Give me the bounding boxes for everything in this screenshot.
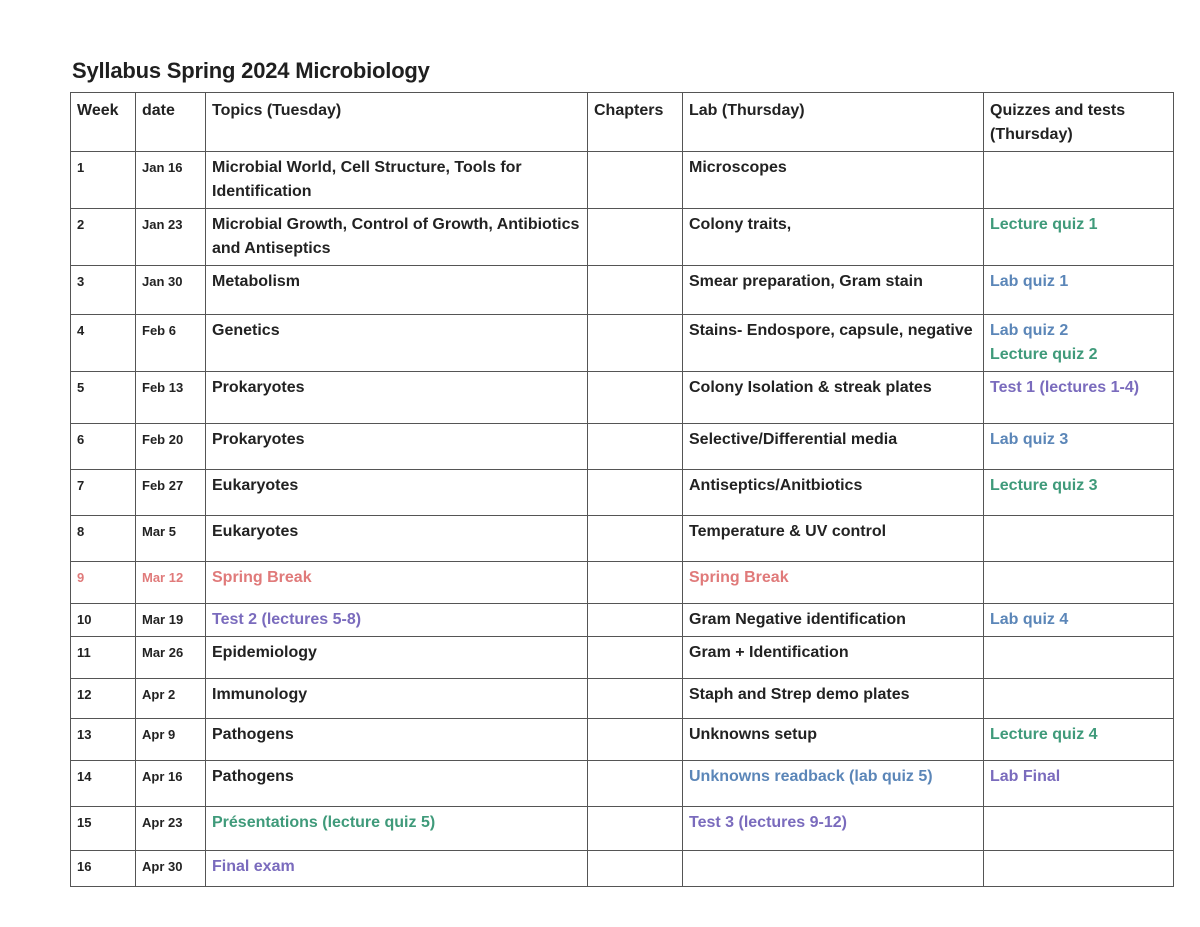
chapters-cell xyxy=(588,562,683,604)
chapters-cell xyxy=(588,152,683,209)
week-cell: 11 xyxy=(71,637,136,679)
table-row xyxy=(71,851,1174,887)
table-row xyxy=(71,637,1174,679)
lab-cell: Gram + Identification xyxy=(683,637,984,679)
quiz-text: Lecture quiz 4 xyxy=(990,726,1098,743)
date-cell: Mar 26 xyxy=(136,637,206,679)
topic-cell: Prokaryotes xyxy=(206,372,588,424)
lab-cell: Smear preparation, Gram stain xyxy=(683,266,984,315)
quiz-text: Lab quiz 3 xyxy=(990,431,1069,448)
quiz-cell xyxy=(984,562,1174,604)
quiz-text: Lab quiz 1 xyxy=(990,273,1069,290)
date-cell: Feb 13 xyxy=(136,372,206,424)
lab-cell: Spring Break xyxy=(683,562,984,604)
quiz-cell xyxy=(984,719,1174,761)
lab-cell: Selective/Differential media xyxy=(683,424,984,470)
chapters-cell xyxy=(588,761,683,807)
chapters-cell xyxy=(588,719,683,761)
quiz-text: Lab quiz 4 xyxy=(990,611,1069,628)
topic-cell: Pathogens xyxy=(206,761,588,807)
lab-cell xyxy=(683,851,984,887)
lab-cell: Microscopes xyxy=(683,152,984,209)
week-cell: 6 xyxy=(71,424,136,470)
lab-cell: Unknowns readback (lab quiz 5) xyxy=(683,761,984,807)
syllabus-table xyxy=(70,92,1174,887)
table-row xyxy=(71,470,1174,516)
lab-cell: Gram Negative identification xyxy=(683,604,984,637)
quiz-text: Lecture quiz 3 xyxy=(990,477,1098,494)
quiz-text: Lecture quiz 1 xyxy=(990,216,1098,233)
week-cell: 15 xyxy=(71,807,136,851)
date-cell: Feb 6 xyxy=(136,315,206,372)
chapters-cell xyxy=(588,470,683,516)
quiz-cell xyxy=(984,372,1174,424)
chapters-cell xyxy=(588,807,683,851)
date-cell: Mar 5 xyxy=(136,516,206,562)
table-row xyxy=(71,424,1174,470)
chapters-cell xyxy=(588,679,683,719)
page-title: Syllabus Spring 2024 Microbiology xyxy=(72,58,430,83)
quiz-text-secondary: Lecture quiz 2 xyxy=(990,346,1098,363)
date-cell: Mar 19 xyxy=(136,604,206,637)
table-row xyxy=(71,516,1174,562)
table-row xyxy=(71,152,1174,209)
week-cell: 3 xyxy=(71,266,136,315)
header-lab: Lab (Thursday) xyxy=(683,93,984,152)
topic-cell: Microbial World, Cell Structure, Tools for Identification xyxy=(206,152,588,209)
date-cell: Jan 23 xyxy=(136,209,206,266)
chapters-cell xyxy=(588,604,683,637)
table-row xyxy=(71,209,1174,266)
table-row xyxy=(71,679,1174,719)
date-cell: Apr 30 xyxy=(136,851,206,887)
week-cell: 7 xyxy=(71,470,136,516)
quiz-cell xyxy=(984,470,1174,516)
lab-cell: Test 3 (lectures 9-12) xyxy=(683,807,984,851)
table-row xyxy=(71,315,1174,372)
quiz-cell xyxy=(984,679,1174,719)
chapters-cell xyxy=(588,424,683,470)
quiz-cell xyxy=(984,516,1174,562)
header-chapters: Chapters xyxy=(588,93,683,152)
week-cell: 16 xyxy=(71,851,136,887)
table-row xyxy=(71,807,1174,851)
lab-cell: Staph and Strep demo plates xyxy=(683,679,984,719)
topic-cell: Spring Break xyxy=(206,562,588,604)
topic-cell: Epidemiology xyxy=(206,637,588,679)
date-cell: Feb 27 xyxy=(136,470,206,516)
topic-cell: Eukaryotes xyxy=(206,516,588,562)
lab-cell: Colony Isolation & streak plates xyxy=(683,372,984,424)
week-cell: 8 xyxy=(71,516,136,562)
syllabus-body xyxy=(71,152,1174,887)
date-cell: Apr 9 xyxy=(136,719,206,761)
topic-cell: Test 2 (lectures 5-8) xyxy=(206,604,588,637)
topic-cell: Eukaryotes xyxy=(206,470,588,516)
quiz-cell xyxy=(984,851,1174,887)
topic-cell: Pathogens xyxy=(206,719,588,761)
quiz-cell xyxy=(984,761,1174,807)
lab-cell: Stains- Endospore, capsule, negative xyxy=(683,315,984,372)
week-cell: 5 xyxy=(71,372,136,424)
header-row xyxy=(71,93,1174,152)
table-row xyxy=(71,266,1174,315)
lab-cell: Antiseptics/Anitbiotics xyxy=(683,470,984,516)
chapters-cell xyxy=(588,851,683,887)
quiz-text: Lab Final xyxy=(990,768,1061,785)
quiz-cell xyxy=(984,807,1174,851)
quiz-text: Lab quiz 2 xyxy=(990,322,1069,339)
topic-cell: Metabolism xyxy=(206,266,588,315)
date-cell: Jan 16 xyxy=(136,152,206,209)
quiz-cell xyxy=(984,152,1174,209)
week-cell: 4 xyxy=(71,315,136,372)
table-row xyxy=(71,372,1174,424)
week-cell: 13 xyxy=(71,719,136,761)
topic-cell: Immunology xyxy=(206,679,588,719)
table-row xyxy=(71,562,1174,604)
date-cell: Apr 16 xyxy=(136,761,206,807)
chapters-cell xyxy=(588,315,683,372)
quiz-cell xyxy=(984,209,1174,266)
chapters-cell xyxy=(588,266,683,315)
quiz-cell xyxy=(984,315,1174,372)
chapters-cell xyxy=(588,372,683,424)
week-cell: 12 xyxy=(71,679,136,719)
date-cell: Mar 12 xyxy=(136,562,206,604)
header-week: Week xyxy=(71,93,136,152)
header-topics: Topics (Tuesday) xyxy=(206,93,588,152)
topic-cell: Final exam xyxy=(206,851,588,887)
week-cell: 10 xyxy=(71,604,136,637)
table-row xyxy=(71,719,1174,761)
topic-cell: Présentations (lecture quiz 5) xyxy=(206,807,588,851)
week-cell: 14 xyxy=(71,761,136,807)
chapters-cell xyxy=(588,209,683,266)
lab-cell: Unknowns setup xyxy=(683,719,984,761)
date-cell: Apr 2 xyxy=(136,679,206,719)
chapters-cell xyxy=(588,516,683,562)
chapters-cell xyxy=(588,637,683,679)
topic-cell: Microbial Growth, Control of Growth, Antibiotics and Antiseptics xyxy=(206,209,588,266)
lab-cell: Colony traits, xyxy=(683,209,984,266)
lab-cell: Temperature & UV control xyxy=(683,516,984,562)
topic-cell: Prokaryotes xyxy=(206,424,588,470)
table-row xyxy=(71,761,1174,807)
quiz-cell xyxy=(984,637,1174,679)
quiz-cell xyxy=(984,266,1174,315)
date-cell: Feb 20 xyxy=(136,424,206,470)
date-cell: Apr 23 xyxy=(136,807,206,851)
table-row xyxy=(71,604,1174,637)
quiz-cell xyxy=(984,604,1174,637)
quiz-cell xyxy=(984,424,1174,470)
header-date: date xyxy=(136,93,206,152)
week-cell: 9 xyxy=(71,562,136,604)
week-cell: 2 xyxy=(71,209,136,266)
quiz-text: Test 1 (lectures 1-4) xyxy=(990,379,1140,396)
header-quizzes: Quizzes and tests (Thursday) xyxy=(984,93,1174,152)
date-cell: Jan 30 xyxy=(136,266,206,315)
week-cell: 1 xyxy=(71,152,136,209)
topic-cell: Genetics xyxy=(206,315,588,372)
